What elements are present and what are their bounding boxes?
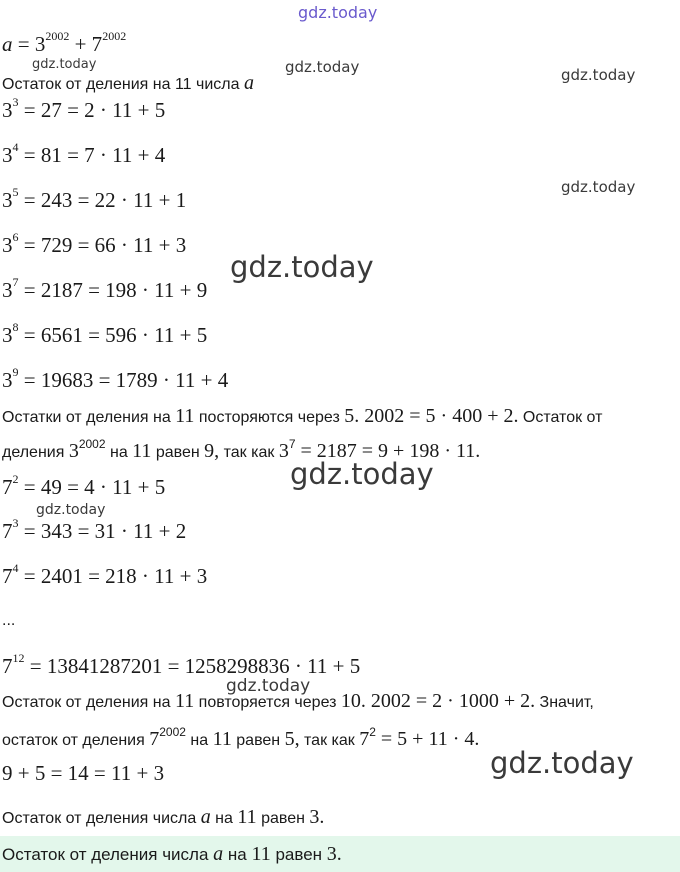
base: 3 [2, 278, 13, 302]
exponent: 2002 [45, 29, 70, 43]
text: на [223, 845, 252, 864]
equation-text: = 729 = 66 · 11 + 3 [18, 233, 187, 257]
equation-7-pow-3 [2, 516, 187, 544]
equation-3-pow-4 [2, 140, 166, 168]
math: = 5 + 11 · 4. [375, 728, 480, 750]
watermark-small: gdz.today [36, 502, 106, 518]
text: так как [299, 732, 360, 749]
ellipsis: ... [2, 612, 16, 629]
math: 3. [326, 843, 342, 865]
math: 5. 2002 = 5 · 400 + 2. [344, 405, 519, 427]
equation-text: = 243 = 22 · 11 + 1 [18, 188, 187, 212]
equation-text: = 81 = 7 · 11 + 4 [18, 143, 166, 167]
base: 7 [2, 475, 13, 499]
math: 11 [174, 690, 195, 712]
equation-3-pow-8 [2, 320, 208, 348]
var-a: a [2, 32, 13, 56]
base: 3 [2, 143, 13, 167]
equation-7-pow-12 [2, 651, 361, 679]
equation-text: = 49 = 4 · 11 + 5 [18, 475, 166, 499]
text: Остаток от деления на [2, 694, 175, 711]
text: равен [270, 845, 327, 864]
var-a: a [200, 806, 211, 828]
exponent: 12 [12, 651, 25, 665]
math: 10. 2002 = 2 · 1000 + 2. [340, 690, 536, 712]
text: Остаток от деления числа [2, 845, 214, 864]
base: 3 [2, 368, 13, 392]
math: 11 [237, 806, 257, 828]
var-a: a [243, 72, 254, 94]
exponent: 8 [12, 320, 19, 334]
equation-text: = 27 = 2 · 11 + 5 [18, 98, 166, 122]
text: посторяются через [194, 409, 345, 426]
text: деления [2, 444, 69, 461]
equation-3-pow-3 [2, 95, 166, 123]
math: 3 [68, 440, 79, 462]
exponent: 3 [12, 95, 19, 109]
text: Остаток от [518, 409, 603, 426]
equation-text: = 2401 = 218 · 11 + 3 [18, 564, 208, 588]
math: 3 [278, 440, 289, 462]
equation-a-definition [2, 29, 127, 57]
watermark-small: gdz.today [226, 676, 311, 696]
watermark-small: gdz.today [561, 178, 636, 196]
equation-7-pow-2 [2, 472, 166, 500]
exponent: 4 [12, 561, 19, 575]
equation-text: + 7 [69, 32, 103, 56]
text: повторяется через [194, 694, 341, 711]
exponent: 4 [12, 140, 19, 154]
equation-text: = 3 [12, 32, 46, 56]
text: Значит, [535, 694, 594, 711]
watermark-large: gdz.today [490, 746, 634, 780]
math: 9, [204, 440, 220, 462]
remainder-7-pow-2002 [2, 725, 480, 751]
remainder-3-pow-2002 [2, 437, 481, 463]
equation-text: = 2187 = 198 · 11 + 9 [18, 278, 208, 302]
answer [2, 843, 342, 866]
math: 11 [175, 405, 195, 427]
math: 7 [359, 728, 370, 750]
base: 7 [2, 654, 13, 678]
math: 3. [309, 806, 325, 828]
text: на [105, 444, 133, 461]
equation-3-pow-6 [2, 230, 187, 258]
base: 3 [2, 323, 13, 347]
exponent: 7 [288, 437, 296, 451]
base: 3 [2, 188, 13, 212]
equation-7-pow-4 [2, 561, 208, 589]
equation-sum: 9 + 5 = 14 = 11 + 3 [2, 761, 165, 785]
base: 7 [2, 519, 13, 543]
exponent: 2 [12, 472, 19, 486]
watermark-large: gdz.today [230, 250, 374, 284]
watermark-top: gdz.today [298, 3, 378, 22]
exponent: 2002 [102, 29, 127, 43]
math: 11 [251, 843, 271, 865]
watermark-large: gdz.today [290, 457, 434, 491]
watermark-small: gdz.today [285, 58, 360, 76]
text: Остатки от деления на [2, 409, 176, 426]
equation-3-pow-5 [2, 185, 187, 213]
watermark-small: gdz.today [561, 66, 636, 84]
equation-text: = 13841287201 = 1258298836 · 11 + 5 [24, 654, 361, 678]
equation-text: = 343 = 31 · 11 + 2 [18, 519, 187, 543]
exponent: 2002 [159, 725, 186, 739]
text: равен [256, 810, 310, 827]
equation-3-pow-7 [2, 275, 208, 303]
exponent: 3 [12, 516, 19, 530]
text: так как [219, 444, 279, 461]
equation-text: = 6561 = 596 · 11 + 5 [18, 323, 208, 347]
math: 7 [149, 728, 160, 750]
text: остаток от деления [2, 732, 150, 749]
math: 5, [284, 728, 300, 750]
watermark-small: gdz.today [32, 57, 97, 72]
var-a: a [213, 843, 224, 865]
exponent: 9 [12, 365, 19, 379]
equation-3-pow-9 [2, 365, 229, 393]
base: 3 [2, 233, 13, 257]
remainder-cycle-3 [2, 405, 602, 428]
exponent: 2002 [78, 437, 106, 451]
math: 11 [132, 440, 152, 462]
equation-text: = 19683 = 1789 · 11 + 4 [18, 368, 229, 392]
exponent: 6 [12, 230, 19, 244]
text: равен [151, 444, 205, 461]
text: на [210, 810, 238, 827]
exponent: 7 [12, 275, 19, 289]
math: = 2187 = 9 + 198 · 11. [295, 440, 481, 462]
remainder-heading [2, 72, 254, 95]
exponent: 2 [369, 725, 376, 739]
conclusion [2, 806, 324, 829]
text: Остаток от деления числа [2, 810, 201, 827]
base: 7 [2, 564, 13, 588]
math: 11 [212, 728, 232, 750]
remainder-cycle-7 [2, 690, 594, 713]
text: равен [231, 732, 285, 749]
text: на [185, 732, 213, 749]
text: Остаток от деления на 11 числа [2, 76, 244, 93]
base: 3 [2, 98, 13, 122]
exponent: 5 [12, 185, 19, 199]
